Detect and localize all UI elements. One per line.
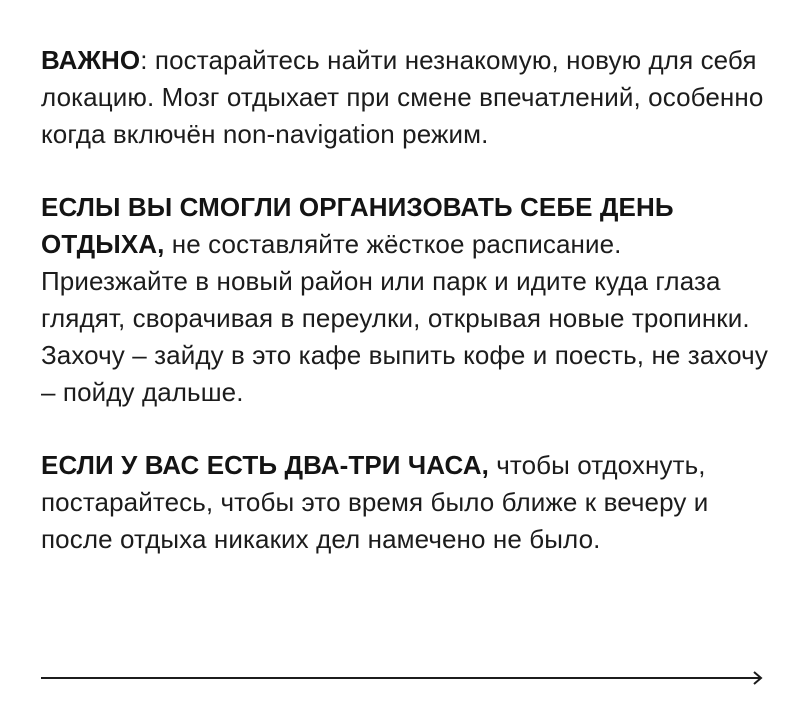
paragraph-lead-important: ВАЖНО bbox=[41, 45, 141, 75]
paragraph-text-two-three-hours: чтобы отдохнуть, постарайтесь, чтобы это время было ближе к вечеру и после отдыха никаких дел намечено не было. bbox=[41, 450, 709, 554]
arrow-right-icon[interactable] bbox=[41, 670, 763, 686]
paragraph-day-off bbox=[41, 189, 771, 411]
article-body bbox=[41, 42, 771, 558]
paragraph-lead-day-off: ЕСЛЫ ВЫ СМОГЛИ ОРГАНИЗОВАТЬ СЕБЕ ДЕНЬ ОТДЫХА, bbox=[41, 192, 674, 259]
paragraph-important bbox=[41, 42, 771, 153]
paragraph-text-day-off: не составляйте жёсткое расписание. Приезжайте в новый район или парк и идите куда глаза глядят, сворачивая в переулки, открывая новые тропинки. Захочу – зайду в это кафе выпить кофе и поесть, не захочу – пойду дальше. bbox=[41, 229, 768, 407]
paragraph-two-three-hours bbox=[41, 447, 771, 558]
paragraph-text-important: : постарайтесь найти незнакомую, новую для себя локацию. Мозг отдыхает при смене впечатлений, особенно когда включён non-navigation режим. bbox=[41, 45, 764, 149]
paragraph-lead-two-three-hours: ЕСЛИ У ВАС ЕСТЬ ДВА-ТРИ ЧАСА, bbox=[41, 450, 489, 480]
